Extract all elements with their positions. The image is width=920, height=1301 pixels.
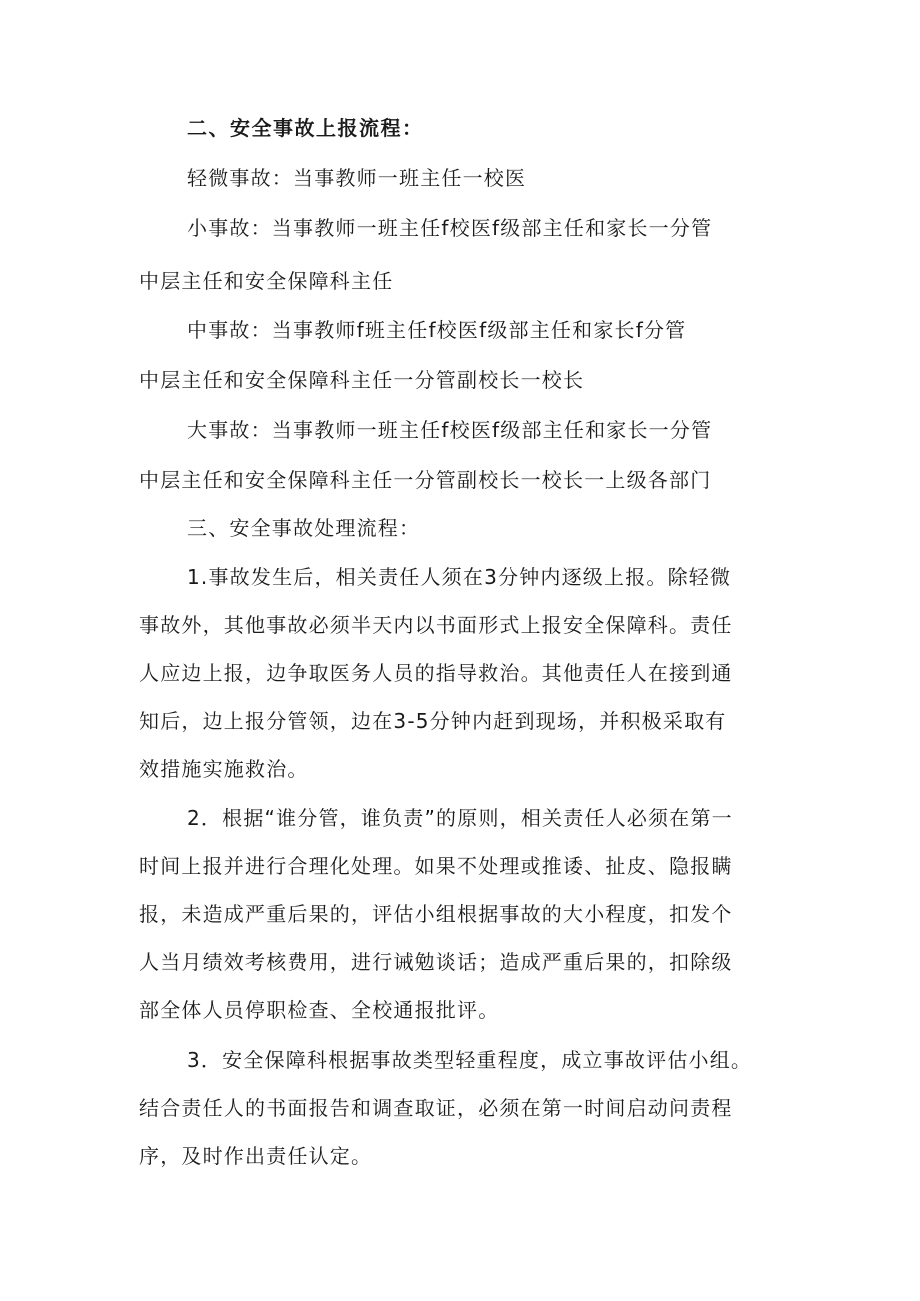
small-accident-flow-line-2: 中层主任和安全保障科主任 xyxy=(139,269,394,293)
item-2-line-4: 人当月绩效考核费用，进行诫勉谈话；造成严重后果的，扣除级 xyxy=(139,950,733,974)
major-accident-flow-line-1: 大事故：当事教师一班主任f校医f级部主任和家长一分管 xyxy=(187,418,713,442)
item-1-line-2: 事故外，其他事故必须半天内以书面形式上报安全保障科。责任 xyxy=(139,613,733,637)
item-3-line-1: 3．安全保障科根据事故类型轻重程度，成立事故评估小组。 xyxy=(187,1048,753,1072)
medium-accident-flow-line-2: 中层主任和安全保障科主任一分管副校长一校长 xyxy=(139,368,585,392)
medium-accident-flow-line-1: 中事故：当事教师f班主任f校医f级部主任和家长f分管 xyxy=(187,318,687,342)
item-2-line-1: 2．根据“谁分管，谁负责”的原则，相关责任人必须在第一 xyxy=(187,806,733,830)
major-accident-flow-line-2: 中层主任和安全保障科主任一分管副校长一校长一上级各部门 xyxy=(139,468,712,492)
item-2-line-2: 时间上报并进行合理化处理。如果不处理或推诿、扯皮、隐报瞒 xyxy=(139,854,733,878)
item-1-line-1: 1.事故发生后，相关责任人须在3分钟内逐级上报。除轻微 xyxy=(187,565,732,589)
item-2-line-5: 部全体人员停职检查、全校通报批评。 xyxy=(139,998,500,1022)
item-3-line-3: 序，及时作出责任认定。 xyxy=(139,1144,373,1168)
item-3-line-2: 结合责任人的书面报告和调查取证，必须在第一时间启动问责程 xyxy=(139,1096,733,1120)
item-1-line-5: 效措施实施救治。 xyxy=(139,757,309,781)
small-accident-flow-line-1: 小事故：当事教师一班主任f校医f级部主任和家长一分管 xyxy=(187,216,713,240)
item-2-line-3: 报，未造成严重后果的，评估小组根据事故的大小程度，扣发个 xyxy=(139,902,733,926)
item-1-line-4: 知后，边上报分管领，边在3-5分钟内赶到现场，并积极采取有 xyxy=(139,709,727,733)
section-2-heading: 二、安全事故上报流程： xyxy=(187,116,424,140)
section-3-heading: 三、安全事故处理流程： xyxy=(187,516,421,540)
slight-accident-flow: 轻微事故：当事教师一班主任一校医 xyxy=(187,166,527,190)
item-1-line-3: 人应边上报，边争取医务人员的指导救治。其他责任人在接到通 xyxy=(139,661,733,685)
